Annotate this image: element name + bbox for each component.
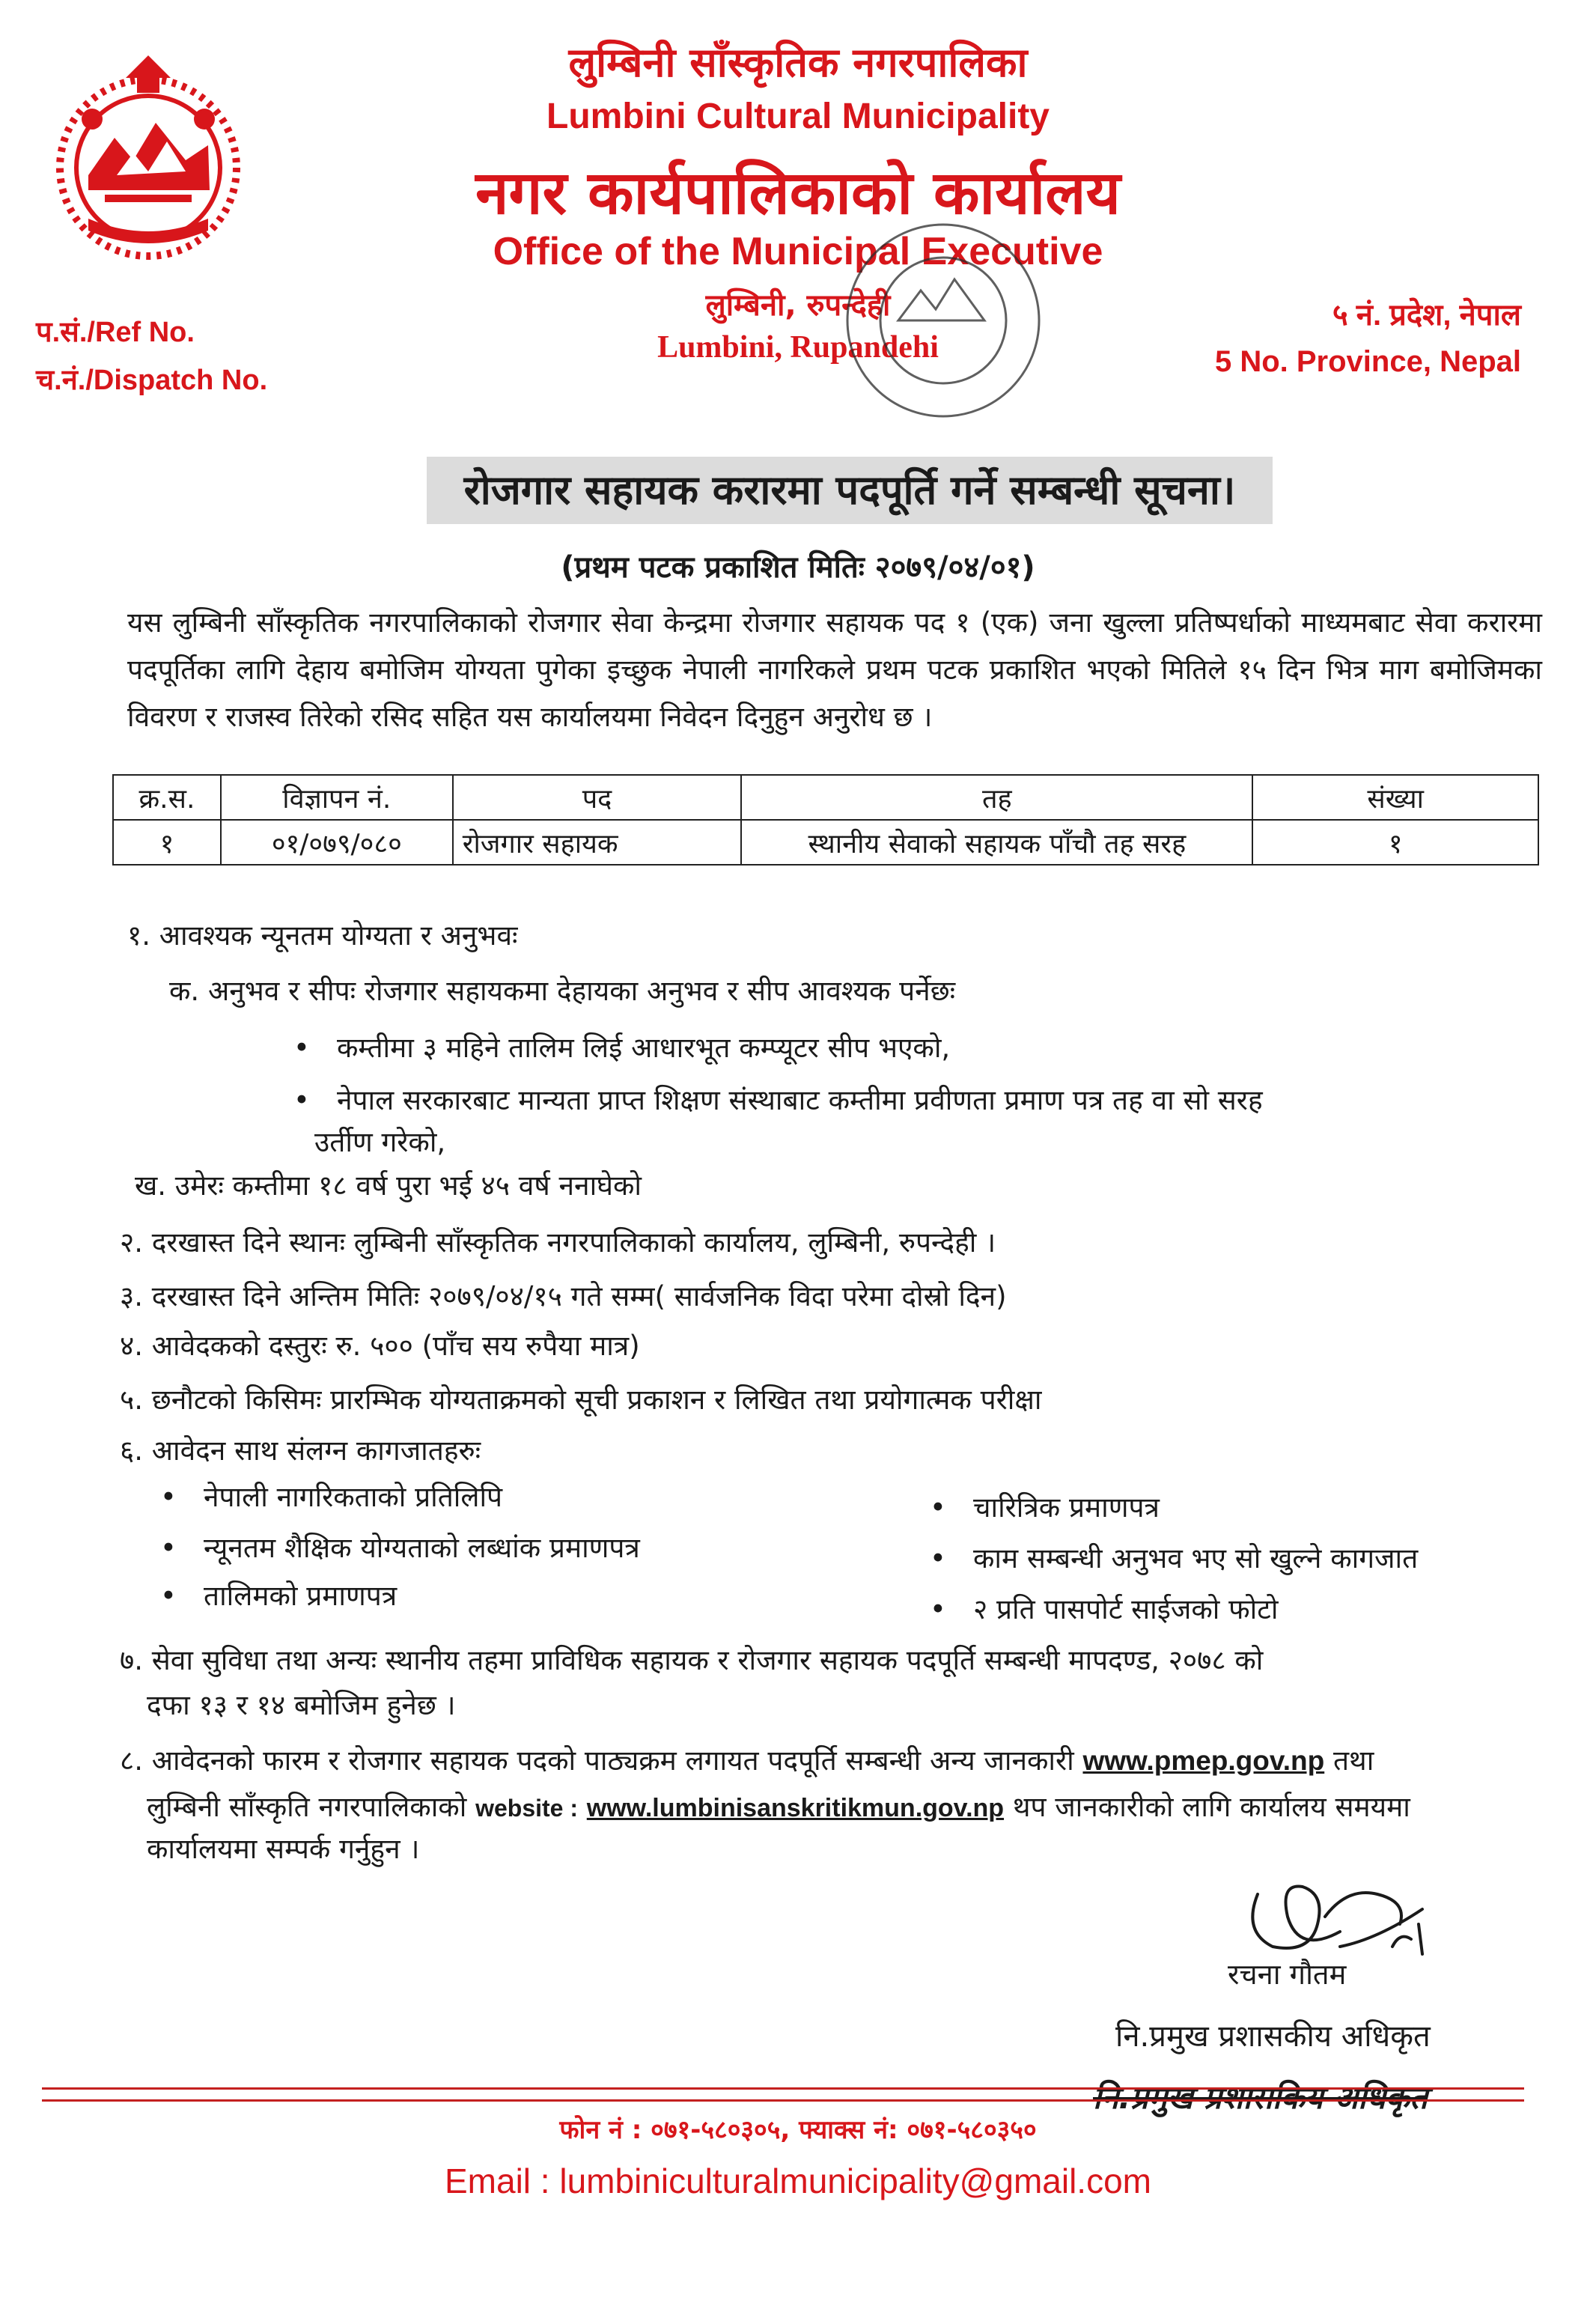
notice-title: रोजगार सहायक करारमा पदपूर्ति गर्ने सम्बन्धी सूचना। — [427, 457, 1273, 524]
section-1-heading: १. आवश्यक न्यूनतम योग्यता र अनुभवः — [127, 919, 518, 952]
footer-rule — [42, 2087, 1524, 2090]
doc-left-2: • न्यूनतम शैक्षिक योग्यताको लब्धांक प्रमाणपत्र — [204, 1530, 640, 1566]
footer-phone: फोन नं : ०७१-५८०३०५, फ्याक्स नं: ०७१-५८०३५० — [559, 2115, 1037, 2145]
address-nepali: लुम्बिनी, रुपन्देही — [705, 288, 891, 323]
header-level: तह — [741, 775, 1252, 820]
section-8-text-1: ८. आवेदनको फारम र रोजगार सहायक पदको पाठ्यक्रम लगायत पदपूर्ति सम्बन्धी अन्य जानकारी — [120, 1744, 1074, 1777]
section-8-line-3: कार्यालयमा सम्पर्क गर्नुहुन । — [147, 1833, 420, 1865]
intro-paragraph: यस लुम्बिनी साँस्कृतिक नगरपालिकाको रोजगार सेवा केन्द्रमा रोजगार सहायक पद १ (एक) जना खुल्ला प्रतिष्पर्धाको माध्यमबाट सेवा करारमा पदपूर्तिका लागि देहाय बमोजिम योग्यता पुगेका इच्छुक नेपाली नागरिकले प्रथम पटक प्रकाशित भएको मितिले १५ दिन भित्र माग बमोजिमका विवरण र राजस्व तिरेको रसिद सहित यस कार्यालयमा निवेदन दिनुहुन अनुरोध छ । — [127, 606, 1542, 733]
section-1-bullet-2: • नेपाल सरकारबाट मान्यता प्राप्त शिक्षण संस्थाबाट कम्तीमा प्रवीणता प्रमाण पत्र तह वा सो सरह — [337, 1083, 1263, 1119]
office-name-english: Office of the Municipal Executive — [493, 230, 1103, 273]
province-block — [1215, 292, 1521, 385]
doc-left-3: • तालिमको प्रमाणपत्र — [204, 1578, 397, 1614]
province-nepali: ५ नं. प्रदेश, नेपाल — [1332, 299, 1521, 332]
section-8-text-1b: तथा — [1332, 1744, 1374, 1777]
pmep-link[interactable]: www.pmep.gov.np — [1082, 1745, 1325, 1776]
office-name-nepali: नगर कार्यपालिकाको कार्यालय — [475, 158, 1121, 228]
vacancy-table — [112, 774, 1539, 865]
header-count: संख्या — [1252, 775, 1538, 820]
cell-count: १ — [1252, 820, 1538, 865]
section-4: ४. आवेदकको दस्तुरः रु. ५०० (पाँच सय रुपैया मात्र) — [120, 1330, 640, 1362]
cell-post: रोजगार सहायक — [453, 820, 742, 865]
section-1-bullet-1: • कम्तीमा ३ महिने तालिम लिई आधारभूत कम्प्यूटर सीप भएको, — [337, 1030, 950, 1066]
doc-left-1: • नेपाली नागरिकताको प्रतिलिपि — [204, 1479, 502, 1515]
address-english: Lumbini, Rupandehi — [657, 330, 939, 365]
header-post: पद — [453, 775, 742, 820]
dispatch-no-label: च.नं./Dispatch No. — [36, 365, 268, 396]
municipality-name-nepali: लुम्बिनी साँस्कृतिक नगरपालिका — [568, 39, 1028, 86]
cell-sn: १ — [113, 820, 221, 865]
section-8-line-2 — [147, 1789, 1410, 1826]
cell-level: स्थानीय सेवाको सहायक पाँचौ तह सरह — [741, 820, 1252, 865]
section-7-line-1: ७. सेवा सुविधा तथा अन्यः स्थानीय तहमा प्राविधिक सहायक र रोजगार सहायक पदपूर्ति सम्बन्धी मापदण्ड, २०७८ को — [120, 1644, 1264, 1676]
header-sn: क्र.स. — [113, 775, 221, 820]
section-7-line-2: दफा १३ र १४ बमोजिम हुनेछ । — [147, 1689, 456, 1721]
section-8-text-2b: थप जानकारीको लागि कार्यालय समयमा — [1012, 1791, 1410, 1823]
signer-name: रचना गौतम — [1228, 1958, 1347, 1991]
section-1-bullet-2-cont: उर्तीण गरेको, — [314, 1126, 446, 1158]
header-ad-no: विज्ञापन नं. — [221, 775, 453, 820]
website-label: website : — [475, 1795, 578, 1822]
section-3: ३. दरखास्त दिने अन्तिम मितिः २०७९/०४/१५ गते सम्म( सार्वजनिक विदा परेमा दोस्रो दिन) — [120, 1280, 1007, 1312]
doc-right-3: • २ प्रति पासपोर्ट साईजको फोटो — [973, 1592, 1278, 1628]
section-5: ५. छनौटको किसिमः प्रारम्भिक योग्यताक्रमको सूची प्रकाशन र लिखित तथा प्रयोगात्मक परीक्षा — [120, 1384, 1042, 1416]
publication-date: (प्रथम पटक प्रकाशित मितिः २०७९/०४/०१) — [561, 550, 1035, 585]
section-8-line-1 — [120, 1743, 1374, 1779]
footer-rule-2 — [42, 2099, 1524, 2102]
signer-title: नि.प्रमुख प्रशासकीय अधिकृत — [1115, 2019, 1431, 2054]
municipality-website-link[interactable]: www.lumbinisanskritikmun.gov.np — [586, 1794, 1005, 1822]
reference-fields — [36, 308, 267, 404]
section-6-heading: ६. आवेदन साथ संलग्न कागजातहरुः — [120, 1435, 481, 1467]
footer-email[interactable]: Email : lumbiniculturalmunicipality@gmail.com — [445, 2161, 1151, 2200]
table-header-row — [113, 775, 1538, 820]
section-2: २. दरखास्त दिने स्थानः लुम्बिनी साँस्कृतिक नगरपालिकाको कार्यालय, लुम्बिनी, रुपन्देही । — [120, 1226, 996, 1259]
doc-right-2: • काम सम्बन्धी अनुभव भए सो खुल्ने कागजात — [973, 1541, 1418, 1577]
ref-no-label: प.सं./Ref No. — [36, 317, 195, 348]
cell-ad-no: ०१/०७९/०८० — [221, 820, 453, 865]
province-english: 5 No. Province, Nepal — [1214, 345, 1521, 378]
doc-right-1: • चारित्रिक प्रमाणपत्र — [973, 1490, 1160, 1526]
municipality-name-english: Lumbini Cultural Municipality — [546, 97, 1050, 136]
section-1-kha: ख. उमेरः कम्तीमा १८ वर्ष पुरा भई ४५ वर्ष ननाघेको — [135, 1169, 642, 1202]
table-row — [113, 820, 1538, 865]
section-1-ka: क. अनुभव र सीपः रोजगार सहायकमा देहायका अनुभव र सीप आवश्यक पर्नेछः — [169, 975, 956, 1007]
designation-stamp: नि.प्रमुख प्रशासकिय अधिकृत — [1093, 2079, 1428, 2116]
section-8-text-2a: लुम्बिनी साँस्कृति नगरपालिकाको — [147, 1791, 467, 1823]
office-seal-stamp — [816, 208, 1070, 463]
